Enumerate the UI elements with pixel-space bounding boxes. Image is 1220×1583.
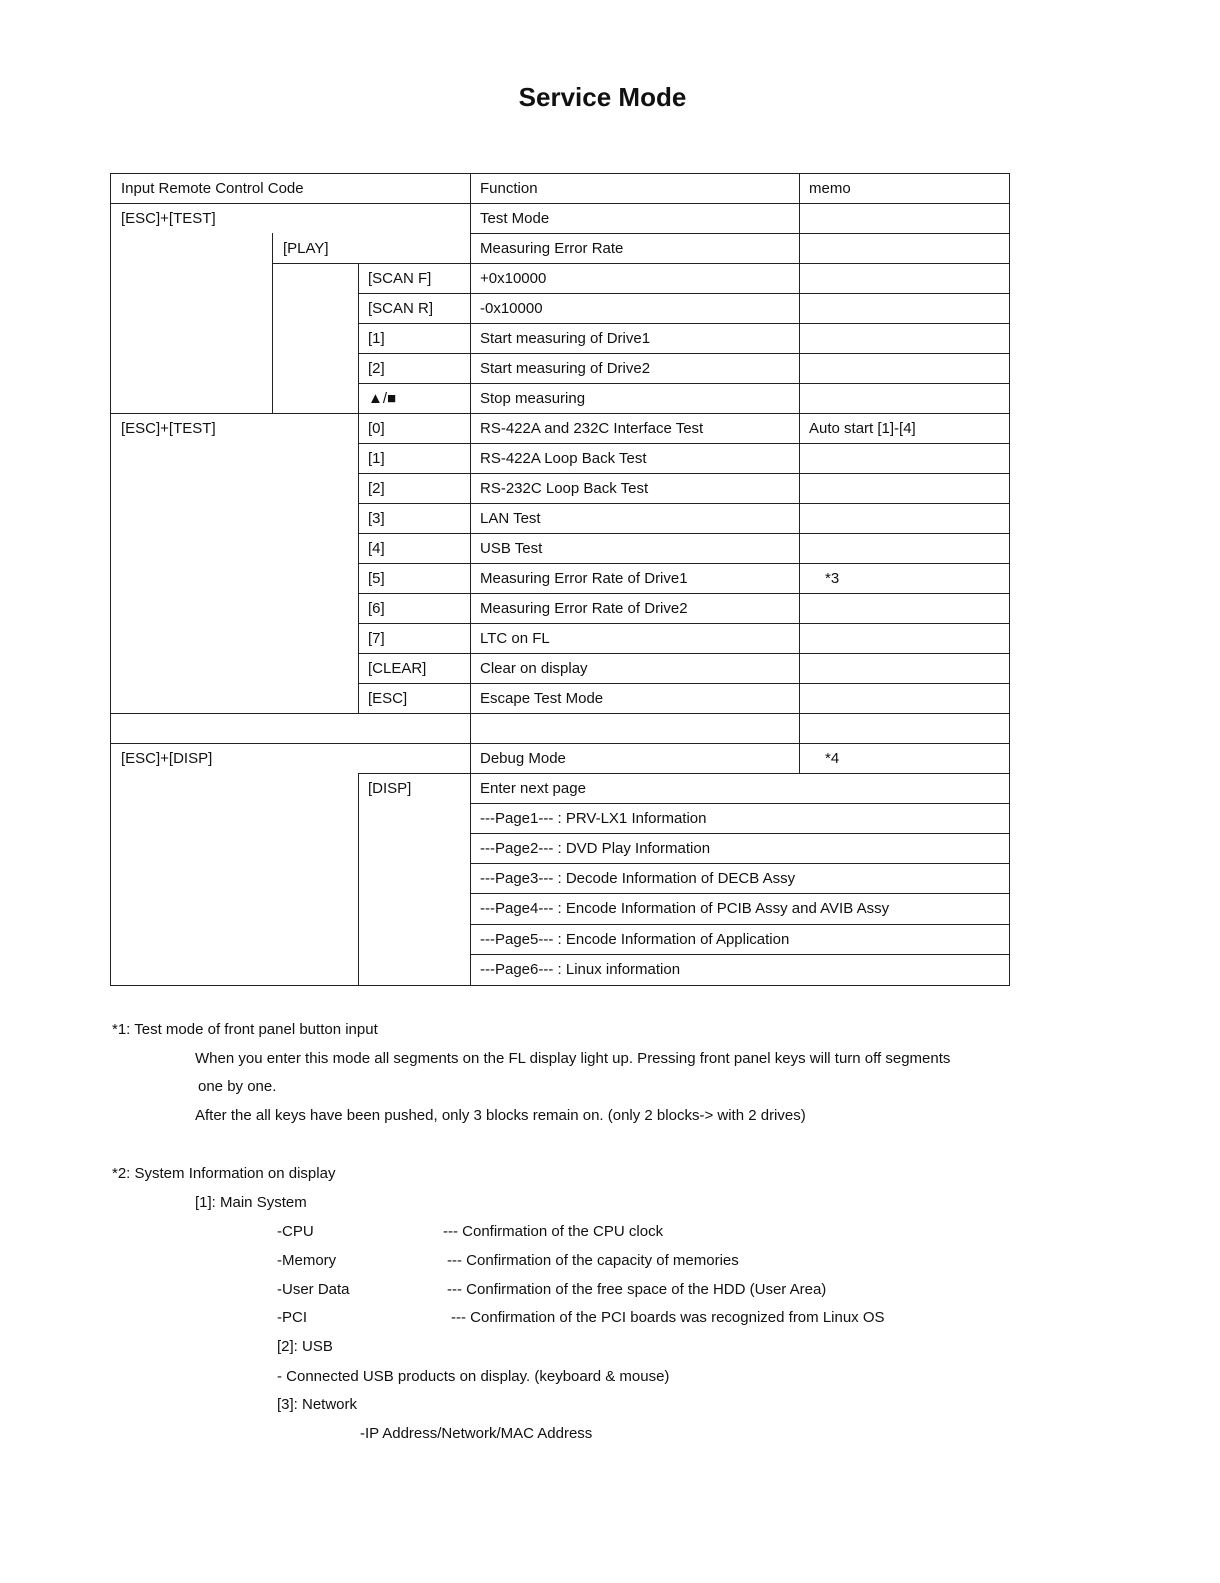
table-rule bbox=[111, 203, 1009, 204]
note2-main-system: [1]: Main System bbox=[195, 1194, 307, 1211]
row-memo: *4 bbox=[825, 750, 840, 767]
row-function: Clear on display bbox=[480, 660, 588, 677]
row-function: Test Mode bbox=[480, 210, 550, 227]
table-rule bbox=[470, 863, 1009, 864]
row-key: ▲/■ bbox=[368, 390, 397, 407]
row-function: ---Page5--- : Encode Information of Application bbox=[480, 931, 790, 948]
row-key: [4] bbox=[368, 540, 385, 557]
row-key: [0] bbox=[368, 420, 385, 437]
table-rule bbox=[358, 593, 1009, 594]
usb-desc: - Connected USB products on display. (keyboard & mouse) bbox=[277, 1368, 670, 1385]
table-rule bbox=[358, 353, 1009, 354]
memory-desc: --- Confirmation of the capacity of memories bbox=[447, 1252, 739, 1269]
row-function: LTC on FL bbox=[480, 630, 550, 647]
header-function: Function bbox=[480, 180, 538, 197]
row-function: ---Page1--- : PRV-LX1 Information bbox=[480, 810, 707, 827]
table-rule bbox=[470, 803, 1009, 804]
row-function: ---Page4--- : Encode Information of PCIB Assy and AVIB Assy bbox=[480, 900, 890, 917]
row-function: Measuring Error Rate of Drive2 bbox=[480, 600, 688, 617]
row-function: -0x10000 bbox=[480, 300, 543, 317]
row-function: Start measuring of Drive1 bbox=[480, 330, 651, 347]
table-rule bbox=[111, 743, 1009, 744]
user-data-label: -User Data bbox=[277, 1281, 350, 1298]
row-function: LAN Test bbox=[480, 510, 541, 527]
row-key: [1] bbox=[368, 330, 385, 347]
row-subcode: [PLAY] bbox=[283, 240, 329, 257]
row-code: [ESC]+[DISP] bbox=[121, 750, 213, 767]
table-rule bbox=[470, 833, 1009, 834]
usb-heading: [2]: USB bbox=[277, 1338, 333, 1355]
header-memo: memo bbox=[809, 180, 851, 197]
table-rule bbox=[358, 323, 1009, 324]
row-code: [ESC]+[TEST] bbox=[121, 210, 216, 227]
table-rule bbox=[470, 233, 1009, 234]
row-key: [2] bbox=[368, 360, 385, 377]
row-function: RS-422A and 232C Interface Test bbox=[480, 420, 704, 437]
row-function: USB Test bbox=[480, 540, 543, 557]
table-rule bbox=[272, 233, 273, 413]
row-key: [6] bbox=[368, 600, 385, 617]
table-rule bbox=[358, 773, 359, 985]
row-function: +0x10000 bbox=[480, 270, 547, 287]
table-rule bbox=[358, 533, 1009, 534]
row-code: [ESC]+[TEST] bbox=[121, 420, 216, 437]
table-rule bbox=[358, 773, 1009, 774]
table-rule bbox=[358, 263, 359, 713]
note1-line: After the all keys have been pushed, only 3 blocks remain on. (only 2 blocks-> with 2 drives) bbox=[195, 1107, 806, 1124]
note1-heading: *1: Test mode of front panel button input bbox=[112, 1021, 378, 1038]
cpu-label: -CPU bbox=[277, 1223, 314, 1240]
row-key: [CLEAR] bbox=[368, 660, 427, 677]
table-rule bbox=[470, 924, 1009, 925]
row-function: Debug Mode bbox=[480, 750, 566, 767]
row-function: RS-232C Loop Back Test bbox=[480, 480, 649, 497]
table-rule bbox=[470, 893, 1009, 894]
row-key: [1] bbox=[368, 450, 385, 467]
row-function: Enter next page bbox=[480, 780, 586, 797]
network-heading: [3]: Network bbox=[277, 1396, 358, 1413]
row-key: [7] bbox=[368, 630, 385, 647]
note1-line: When you enter this mode all segments on the FL display light up. Pressing front panel keys will turn off segments bbox=[195, 1050, 951, 1067]
table-rule bbox=[358, 443, 1009, 444]
table-rule bbox=[111, 413, 1009, 414]
row-key: [DISP] bbox=[368, 780, 412, 797]
table-rule bbox=[358, 623, 1009, 624]
table-rule bbox=[358, 653, 1009, 654]
row-function: RS-422A Loop Back Test bbox=[480, 450, 647, 467]
row-key: [SCAN F] bbox=[368, 270, 432, 287]
row-function: Stop measuring bbox=[480, 390, 586, 407]
row-memo: Auto start [1]-[4] bbox=[809, 420, 916, 437]
table-rule bbox=[358, 503, 1009, 504]
row-function: ---Page3--- : Decode Information of DECB Assy bbox=[480, 870, 796, 887]
table-rule bbox=[272, 263, 1009, 264]
service-mode-table bbox=[110, 173, 1010, 986]
row-function: ---Page6--- : Linux information bbox=[480, 961, 681, 978]
table-rule bbox=[470, 174, 471, 773]
table-rule bbox=[358, 683, 1009, 684]
row-key: [SCAN R] bbox=[368, 300, 434, 317]
table-rule bbox=[358, 563, 1009, 564]
note2-heading: *2: System Information on display bbox=[112, 1165, 336, 1182]
row-function: ---Page2--- : DVD Play Information bbox=[480, 840, 711, 857]
row-function: Escape Test Mode bbox=[480, 690, 604, 707]
table-rule bbox=[358, 383, 1009, 384]
user-data-desc: --- Confirmation of the free space of the HDD (User Area) bbox=[447, 1281, 827, 1298]
note1-line: one by one. bbox=[198, 1078, 277, 1095]
page-title: Service Mode bbox=[518, 82, 687, 112]
row-function: Start measuring of Drive2 bbox=[480, 360, 651, 377]
table-rule bbox=[111, 713, 1009, 714]
row-key: [2] bbox=[368, 480, 385, 497]
header-code: Input Remote Control Code bbox=[121, 180, 304, 197]
row-function: Measuring Error Rate of Drive1 bbox=[480, 570, 688, 587]
pci-desc: --- Confirmation of the PCI boards was recognized from Linux OS bbox=[451, 1309, 885, 1326]
cpu-desc: --- Confirmation of the CPU clock bbox=[443, 1223, 664, 1240]
table-rule bbox=[470, 954, 1009, 955]
memory-label: -Memory bbox=[277, 1252, 337, 1269]
network-desc: -IP Address/Network/MAC Address bbox=[360, 1425, 593, 1442]
table-rule bbox=[358, 473, 1009, 474]
row-function: Measuring Error Rate bbox=[480, 240, 624, 257]
row-key: [3] bbox=[368, 510, 385, 527]
table-rule bbox=[358, 293, 1009, 294]
row-key: [ESC] bbox=[368, 690, 408, 707]
row-key: [5] bbox=[368, 570, 385, 587]
row-memo: *3 bbox=[825, 570, 840, 587]
table-rule bbox=[799, 174, 800, 773]
table-rule bbox=[470, 773, 471, 985]
pci-label: -PCI bbox=[277, 1309, 307, 1326]
